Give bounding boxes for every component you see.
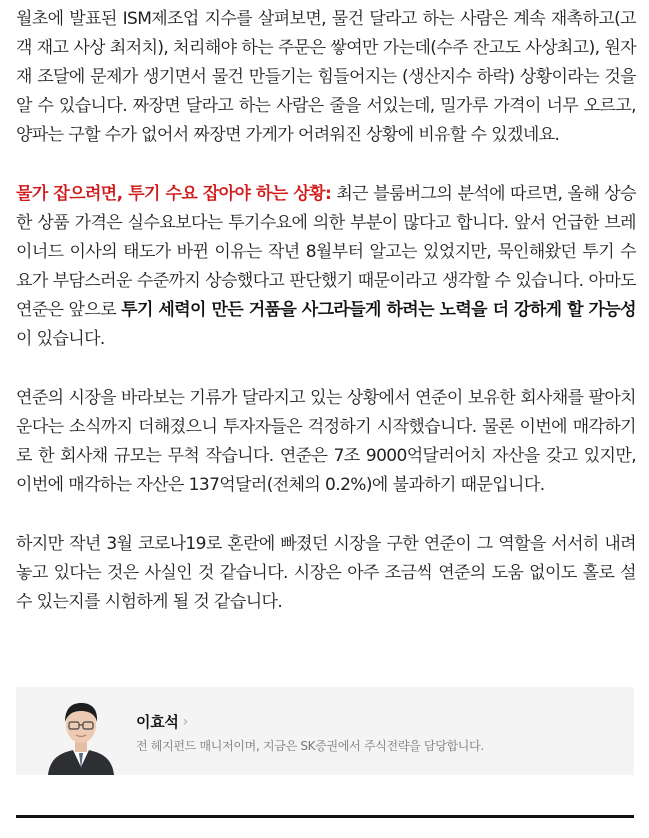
- author-link[interactable]: [136, 711, 188, 732]
- paragraph-text: 최근 블룸버그의 분석에 따르면, 올해 상승한 상품 가격은 실수요보다는 투기수요에 의한 부분이 많다고 합니다. 앞서 언급한 브레이너드 이사의 태도가 바뀐 이유는 작년 8월부터 알고는 있었지만, 묵인해왔던 투기 수요가 부담스러운 수준까지 상승했다고 판단했기 때문이라고 생각할 수 있습니다. 아마도 연준은 앞으로: [16, 184, 636, 320]
- bold-emphasis: 투기 세력이 만든 거품을 사그라들게 하려는 노력을 더 강하게 할 가능성: [121, 300, 636, 320]
- paragraph-gap: [16, 150, 636, 180]
- paragraph-gap: [16, 500, 636, 530]
- paragraph-ism: 월초에 발표된 ISM제조업 지수를 살펴보면, 물건 달라고 하는 사람은 계속 재촉하고(고객 재고 사상 최저치), 처리해야 하는 주문은 쌓여만 가는데(수주 잔고도 사상최고), 원자재 조달에 문제가 생기면서 물건 만들기는 힘들어지는 (생산지수 하락) 상황이라는 것을 알 수 있습니다. 짜장면 달라고 하는 사람은 줄을 서있는데, 밀가루 가격이 너무 오르고, 양파는 구할 수가 없어서 짜장면 가게가 어려워진 상황에 비유할 수 있겠네요.: [16, 9, 636, 145]
- article-body: [16, 0, 636, 617]
- avatar: [46, 695, 116, 775]
- paragraph-text: 이 있습니다.: [16, 329, 105, 349]
- paragraph-conclusion: 하지만 작년 3월 코로나19로 혼란에 빠졌던 시장을 구한 연준이 그 역할을 서서히 내려놓고 있다는 것은 사실인 것 같습니다. 시장은 아주 조금씩 연준의 도움 없이도 홀로 설 수 있는지를 시험하게 될 것 같습니다.: [16, 534, 636, 612]
- highlight-heading: 물가 잡으려면, 투기 수요 잡아야 하는 상황:: [16, 184, 332, 204]
- author-card: [16, 687, 634, 775]
- author-description: 전 헤지펀드 매니저이며, 지금은 SK증권에서 주식전략을 담당합니다.: [136, 739, 484, 753]
- paragraph-corporate-bonds: 연준의 시장을 바라보는 기류가 달라지고 있는 상황에서 연준이 보유한 회사채를 팔아치운다는 소식까지 더해졌으니 투자자들은 걱정하기 시작했습니다. 물론 이번에 매각하기로 한 회사채 규모는 무척 작습니다. 연준은 7조 9000억달러어치 자산을 갖고 있지만, 이번에 매각하는 자산은 137억달러(전체의 0.2%)에 불과하기 때문입니다.: [16, 388, 636, 495]
- author-photo: [46, 695, 116, 775]
- paragraph-gap: [16, 354, 636, 384]
- paragraph-speculation: [16, 180, 636, 354]
- chevron-right-icon[interactable]: ›: [182, 713, 189, 730]
- section-divider: [16, 815, 634, 818]
- author-name[interactable]: 이효석: [136, 713, 179, 731]
